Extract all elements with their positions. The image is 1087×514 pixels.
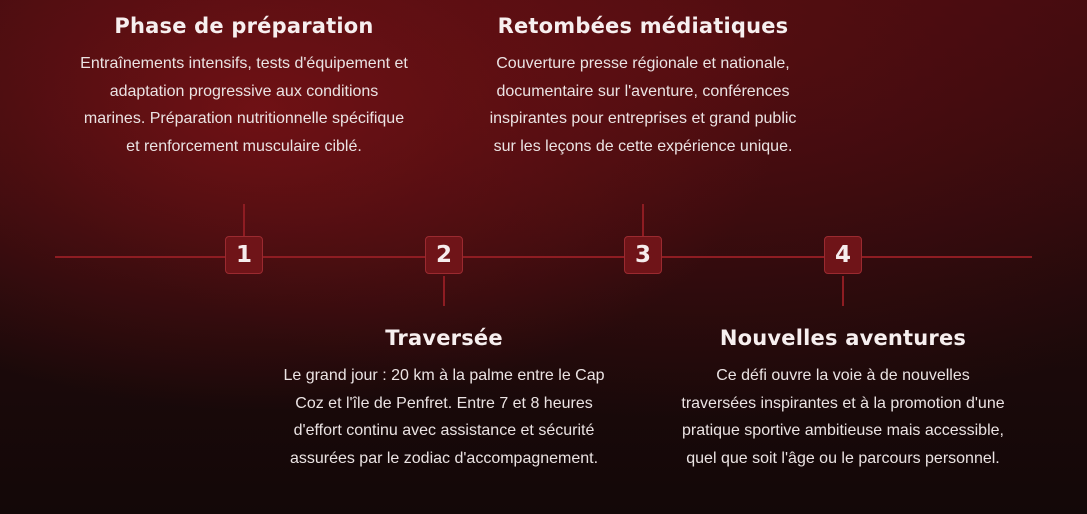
step-2-title: Traversée (385, 326, 503, 350)
timeline-line (55, 256, 1032, 258)
step-3-title: Retombées médiatiques (497, 14, 789, 38)
step-marker-3: 3 (624, 236, 662, 274)
step-2-description: Le grand jour : 20 km à la palme entre le Cap Coz et l'île de Penfret. Entre 7 et 8 heures d'effort continu avec assistance et sécurité assurées par le zodiac d'accompagnement. (283, 367, 605, 467)
step-3 (463, 14, 823, 160)
step-1-description: Entraînements intensifs, tests d'équipement et adaptation progressive aux conditions marines. Préparation nutritionnelle spécifique et renforcement musculaire ciblé. (80, 55, 408, 155)
connector-step-1 (243, 204, 245, 236)
step-4-title: Nouvelles aventures (719, 326, 967, 350)
step-3-description: Couverture presse régionale et nationale, documentaire sur l'aventure, conférences inspirantes pour entreprises et grand public sur les leçons de cette expérience unique. (489, 55, 797, 155)
step-4-description: Ce défi ouvre la voie à de nouvelles traversées inspirantes et à la promotion d'une pratique sportive ambitieuse mais accessible, quel que soit l'âge ou le parcours personnel. (681, 367, 1005, 467)
step-2 (264, 326, 624, 472)
connector-step-2 (443, 276, 445, 306)
step-marker-1: 1 (225, 236, 263, 274)
step-1-title: Phase de préparation (114, 14, 374, 38)
step-marker-2: 2 (425, 236, 463, 274)
step-marker-4: 4 (824, 236, 862, 274)
step-1 (64, 14, 424, 160)
connector-step-3 (642, 204, 644, 236)
step-4 (663, 326, 1023, 472)
connector-step-4 (842, 276, 844, 306)
